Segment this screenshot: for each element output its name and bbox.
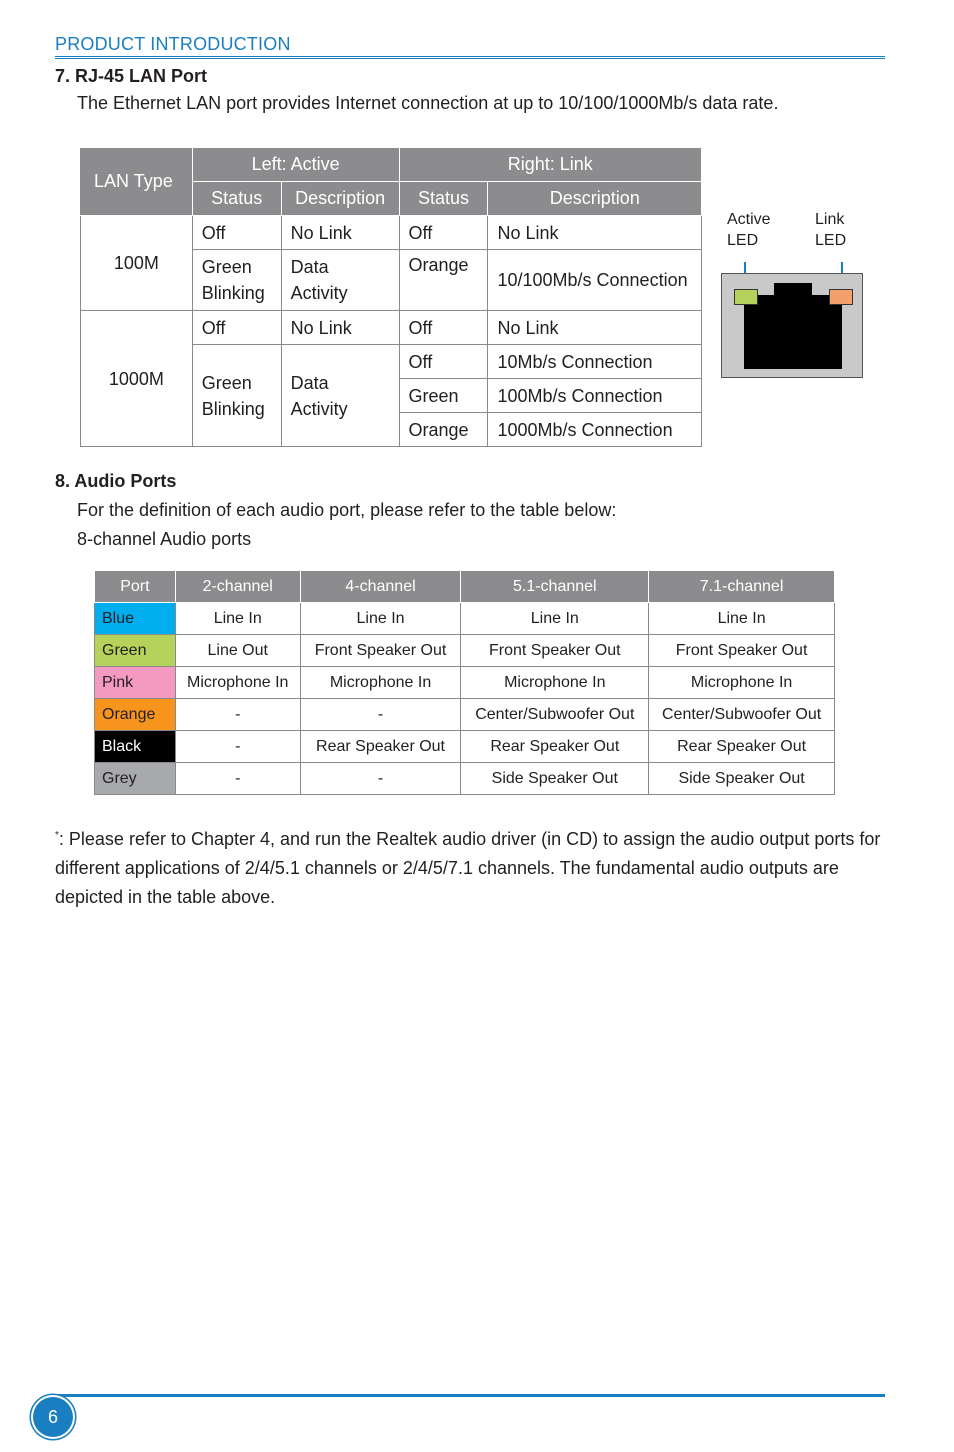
audio-ports-table xyxy=(94,570,835,795)
audio-cell: - xyxy=(300,763,461,795)
footnote-marker: * xyxy=(55,830,59,841)
sub-description: Description xyxy=(281,182,399,216)
link-status: Orange xyxy=(399,250,488,311)
audio-row xyxy=(95,731,835,763)
audio-row xyxy=(95,635,835,667)
audio-heading: 8. Audio Ports xyxy=(55,471,177,491)
link-status: Off xyxy=(399,216,488,250)
active-desc: No Link xyxy=(281,216,399,250)
active-led xyxy=(734,289,758,305)
audio-port-swatch: Black xyxy=(95,731,176,763)
audio-cell: - xyxy=(175,731,300,763)
lan-led-table xyxy=(80,147,702,447)
rj45-port xyxy=(721,273,863,378)
audio-intro: For the definition of each audio port, please refer to the table below: xyxy=(77,500,617,520)
audio-cell: Line In xyxy=(649,603,835,635)
link-desc: 10Mb/s Connection xyxy=(488,345,702,379)
group-left-active: Left: Active xyxy=(192,148,399,182)
audio-cell: Microphone In xyxy=(300,667,461,699)
audio-row xyxy=(95,603,835,635)
audio-port-swatch: Blue xyxy=(95,603,176,635)
audio-cell: Line In xyxy=(175,603,300,635)
page-number: 6 xyxy=(33,1397,73,1437)
audio-cell: - xyxy=(175,699,300,731)
audio-cell: Microphone In xyxy=(649,667,835,699)
link-led-label-line1: Link xyxy=(815,211,845,228)
audio-row xyxy=(95,667,835,699)
header-rule xyxy=(55,56,885,59)
link-led-label-line2: LED xyxy=(815,232,847,249)
audio-col-header: Port xyxy=(95,571,176,603)
active-led-label-line1: Active xyxy=(727,211,771,228)
audio-subtitle: 8-channel Audio ports xyxy=(77,529,252,549)
audio-cell: Rear Speaker Out xyxy=(461,731,649,763)
link-desc: No Link xyxy=(488,311,702,345)
audio-cell: Line In xyxy=(461,603,649,635)
active-status: Green Blinking xyxy=(192,250,281,311)
audio-cell: - xyxy=(175,763,300,795)
sub-status: Status xyxy=(399,182,488,216)
audio-port-swatch: Pink xyxy=(95,667,176,699)
link-led-label xyxy=(815,209,846,251)
active-led-label xyxy=(727,209,771,251)
audio-row xyxy=(95,763,835,795)
col-lan-type: LAN Type xyxy=(81,148,193,216)
audio-port-swatch: Green xyxy=(95,635,176,667)
footer-rule xyxy=(55,1394,885,1397)
lan-heading: 7. RJ-45 LAN Port xyxy=(55,66,208,86)
audio-cell: Center/Subwoofer Out xyxy=(649,699,835,731)
audio-col-header: 7.1-channel xyxy=(649,571,835,603)
active-desc: Data Activity xyxy=(281,345,399,447)
audio-cell: Rear Speaker Out xyxy=(649,731,835,763)
audio-cell: Side Speaker Out xyxy=(461,763,649,795)
link-status: Orange xyxy=(399,413,488,447)
audio-cell: Front Speaker Out xyxy=(649,635,835,667)
active-status: Off xyxy=(192,311,281,345)
link-status: Green xyxy=(399,379,488,413)
link-desc: No Link xyxy=(488,216,702,250)
audio-port-swatch: Orange xyxy=(95,699,176,731)
audio-row xyxy=(95,699,835,731)
active-status: Off xyxy=(192,216,281,250)
lan-type-1000m: 1000M xyxy=(81,311,193,447)
lan-type-100m: 100M xyxy=(81,216,193,311)
active-led-label-line2: LED xyxy=(727,232,759,249)
audio-cell: Center/Subwoofer Out xyxy=(461,699,649,731)
link-desc: 1000Mb/s Connection xyxy=(488,413,702,447)
footnote xyxy=(55,821,895,912)
audio-cell: Microphone In xyxy=(175,667,300,699)
audio-cell: Line Out xyxy=(175,635,300,667)
active-desc: No Link xyxy=(281,311,399,345)
lan-intro: The Ethernet LAN port provides Internet connection at up to 10/100/1000Mb/s data rate. xyxy=(77,93,779,113)
active-status: Green Blinking xyxy=(192,345,281,447)
footnote-text: : Please refer to Chapter 4, and run the Realtek audio driver (in CD) to assign the audio output ports for different applications of 2/4/5.1 channels or 2/4/5/7.1 channels. The fundamental audio outputs are depicted in the table above. xyxy=(55,829,881,907)
audio-col-header: 2-channel xyxy=(175,571,300,603)
link-led xyxy=(829,289,853,305)
audio-cell: Front Speaker Out xyxy=(300,635,461,667)
audio-cell: - xyxy=(300,699,461,731)
audio-cell: Side Speaker Out xyxy=(649,763,835,795)
active-desc: Data Activity xyxy=(281,250,399,311)
sub-description: Description xyxy=(488,182,702,216)
rj45-socket xyxy=(744,295,842,369)
audio-cell: Line In xyxy=(300,603,461,635)
audio-port-swatch: Grey xyxy=(95,763,176,795)
sub-status: Status xyxy=(192,182,281,216)
audio-cell: Rear Speaker Out xyxy=(300,731,461,763)
group-right-link: Right: Link xyxy=(399,148,701,182)
link-desc: 100Mb/s Connection xyxy=(488,379,702,413)
audio-cell: Front Speaker Out xyxy=(461,635,649,667)
audio-col-header: 4-channel xyxy=(300,571,461,603)
section-header: PRODUCT INTRODUCTION xyxy=(55,34,291,54)
link-status: Off xyxy=(399,345,488,379)
link-status: Off xyxy=(399,311,488,345)
link-desc: 10/100Mb/s Connection xyxy=(488,250,702,311)
audio-col-header: 5.1-channel xyxy=(461,571,649,603)
audio-cell: Microphone In xyxy=(461,667,649,699)
